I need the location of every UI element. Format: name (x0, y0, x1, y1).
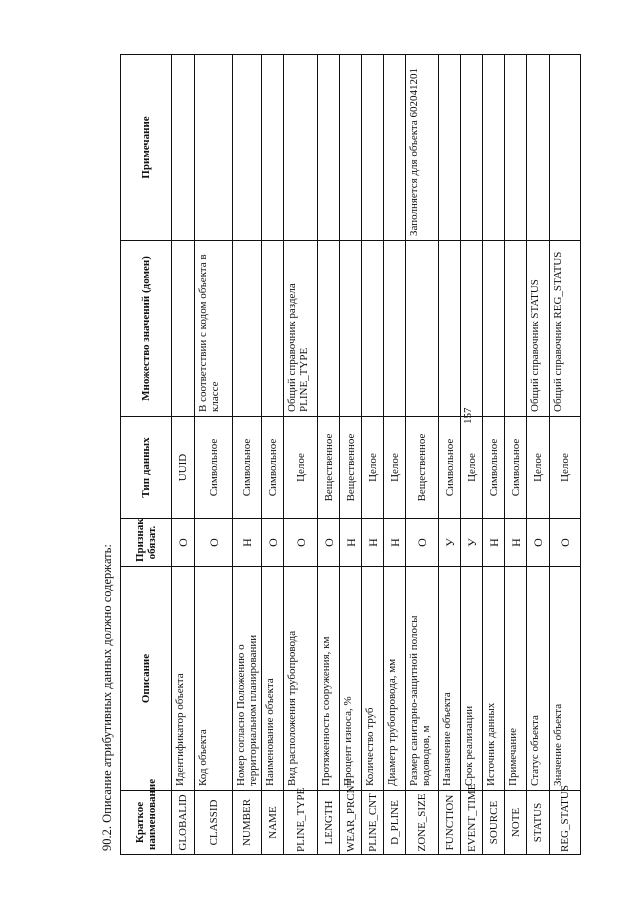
cell-short-name: D_PLINE (384, 791, 406, 855)
header-data-type: Тип данных (121, 417, 172, 519)
cell-description: Срок реализации (461, 567, 483, 791)
cell-description: Код объекта (195, 567, 233, 791)
cell-data-type: Символьное (262, 417, 284, 519)
cell-note (527, 55, 550, 241)
cell-short-name: PLINE_CNT (362, 791, 384, 855)
cell-note (284, 55, 318, 241)
cell-domain (406, 241, 439, 417)
table-row (362, 55, 384, 855)
rotated-content (96, 55, 572, 855)
table-row (550, 55, 581, 855)
table-row (483, 55, 505, 855)
cell-domain (461, 241, 483, 417)
cell-required: О (550, 519, 581, 567)
cell-short-name: FUNCTION (439, 791, 461, 855)
header-domain: Множество значений (домен) (121, 241, 172, 417)
table-row (262, 55, 284, 855)
cell-data-type: Символьное (439, 417, 461, 519)
table-body (172, 55, 581, 855)
table-row (340, 55, 362, 855)
cell-data-type: Символьное (483, 417, 505, 519)
cell-note (439, 55, 461, 241)
cell-required: О (262, 519, 284, 567)
table-row (461, 55, 483, 855)
cell-required: Н (505, 519, 527, 567)
cell-description: Протяженность сооружения, км (318, 567, 340, 791)
cell-required: Н (362, 519, 384, 567)
cell-domain (483, 241, 505, 417)
table-row (172, 55, 195, 855)
cell-domain (233, 241, 262, 417)
cell-required: Н (384, 519, 406, 567)
cell-note (262, 55, 284, 241)
table-caption: 90.2. Описание атрибутивных данных должно содержать: (100, 544, 114, 851)
table-row (505, 55, 527, 855)
table-row (318, 55, 340, 855)
cell-note (483, 55, 505, 241)
cell-note (318, 55, 340, 241)
cell-data-type: Символьное (505, 417, 527, 519)
cell-description: Значение объекта (550, 567, 581, 791)
cell-note (233, 55, 262, 241)
cell-description: Наименование объекта (262, 567, 284, 791)
table-row (233, 55, 262, 855)
cell-required: О (318, 519, 340, 567)
cell-required: О (172, 519, 195, 567)
cell-domain (362, 241, 384, 417)
cell-description: Процент износа, % (340, 567, 362, 791)
cell-required: Н (483, 519, 505, 567)
cell-data-type: Целое (284, 417, 318, 519)
attribute-table (120, 54, 581, 855)
cell-description: Идентификатор объекта (172, 567, 195, 791)
header-required: Признак обязат. (121, 519, 172, 567)
cell-required: О (284, 519, 318, 567)
cell-note (172, 55, 195, 241)
table-row (284, 55, 318, 855)
cell-required: Н (233, 519, 262, 567)
cell-short-name: NAME (262, 791, 284, 855)
cell-description: Количество труб (362, 567, 384, 791)
table-row (195, 55, 233, 855)
cell-description: Назначение объекта (439, 567, 461, 791)
cell-description: Размер санитарно-защитной полосы водоводов, м (406, 567, 439, 791)
cell-short-name: PLINE_TYPE (284, 791, 318, 855)
cell-required: О (527, 519, 550, 567)
cell-description: Статус объекта (527, 567, 550, 791)
cell-data-type: Целое (461, 417, 483, 519)
cell-short-name: CLASSID (195, 791, 233, 855)
cell-data-type: Целое (527, 417, 550, 519)
cell-data-type: Символьное (195, 417, 233, 519)
table-row (527, 55, 550, 855)
header-note: Примечание (121, 55, 172, 241)
cell-domain (505, 241, 527, 417)
cell-domain (172, 241, 195, 417)
cell-short-name: ZONE_SIZE (406, 791, 439, 855)
cell-required: У (461, 519, 483, 567)
cell-short-name: STATUS (527, 791, 550, 855)
cell-data-type: Символьное (233, 417, 262, 519)
cell-short-name: NUMBER (233, 791, 262, 855)
cell-note (505, 55, 527, 241)
cell-domain: Общий справочник REG_STATUS (550, 241, 581, 417)
cell-short-name: GLOBALID (172, 791, 195, 855)
cell-note (384, 55, 406, 241)
table-header-row (121, 55, 172, 855)
table-row (384, 55, 406, 855)
cell-short-name: LENGTH (318, 791, 340, 855)
cell-short-name: NOTE (505, 791, 527, 855)
cell-data-type: UUID (172, 417, 195, 519)
cell-required: У (439, 519, 461, 567)
cell-data-type: Целое (362, 417, 384, 519)
cell-description: Диаметр трубопровода, мм (384, 567, 406, 791)
cell-note: Заполняется для объекта 602041201 (406, 55, 439, 241)
cell-description: Вид расположения трубопровода (284, 567, 318, 791)
cell-short-name: SOURCE (483, 791, 505, 855)
cell-note (195, 55, 233, 241)
cell-short-name: REG_STATUS (550, 791, 581, 855)
table-row (406, 55, 439, 855)
cell-required: Н (340, 519, 362, 567)
cell-domain (340, 241, 362, 417)
cell-description: Номер согласно Положению о территориальном планировании (233, 567, 262, 791)
cell-description: Источник данных (483, 567, 505, 791)
cell-data-type: Вещественное (340, 417, 362, 519)
header-description: Описание (121, 567, 172, 791)
cell-domain (439, 241, 461, 417)
cell-required: О (195, 519, 233, 567)
cell-note (550, 55, 581, 241)
cell-domain: Общий справочник STATUS (527, 241, 550, 417)
cell-data-type: Целое (384, 417, 406, 519)
table-row (439, 55, 461, 855)
cell-note (461, 55, 483, 241)
cell-domain (384, 241, 406, 417)
cell-note (362, 55, 384, 241)
cell-short-name: EVENT_TIME (461, 791, 483, 855)
cell-data-type: Вещественное (318, 417, 340, 519)
cell-domain (318, 241, 340, 417)
page-number: 157 (462, 407, 474, 424)
cell-domain (262, 241, 284, 417)
cell-data-type: Вещественное (406, 417, 439, 519)
header-short-name: Краткое наименование (121, 791, 172, 855)
cell-domain: Общий справочник раздела PLINE_TYPE (284, 241, 318, 417)
cell-required: О (406, 519, 439, 567)
cell-short-name: WEAR_PRCNT (340, 791, 362, 855)
cell-description: Примечание (505, 567, 527, 791)
cell-domain: В соответствии с кодом объекта в классе (195, 241, 233, 417)
cell-note (340, 55, 362, 241)
cell-data-type: Целое (550, 417, 581, 519)
